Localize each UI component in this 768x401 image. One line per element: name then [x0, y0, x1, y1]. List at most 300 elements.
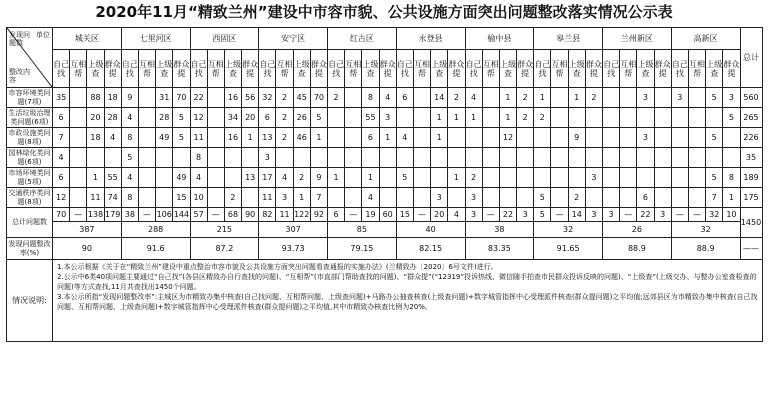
cell-value: [173, 148, 190, 168]
summary-cell: 32: [706, 208, 723, 222]
cell-value: [70, 128, 87, 148]
summary-cell: —: [207, 208, 224, 222]
cell-value: 74: [104, 188, 121, 208]
cell-value: [465, 148, 482, 168]
cell-value: [70, 108, 87, 128]
sub-col-header: 上级查: [224, 50, 241, 88]
cell-value: 7: [706, 188, 723, 208]
cell-value: [207, 188, 224, 208]
cell-value: [499, 148, 516, 168]
cell-value: 22: [190, 88, 207, 108]
cell-value: [671, 188, 688, 208]
cell-value: [328, 148, 345, 168]
public-notice-table: [6, 27, 763, 342]
cell-value: [156, 188, 173, 208]
summary-cell: 6: [328, 208, 345, 222]
cell-value: [448, 188, 465, 208]
cell-value: 34: [224, 108, 241, 128]
cell-value: [413, 128, 430, 148]
rate-value: 93.73: [259, 238, 328, 260]
summary-cell: 5: [534, 208, 551, 222]
cell-value: 6: [53, 168, 70, 188]
cell-value: [379, 168, 396, 188]
cell-value: [413, 108, 430, 128]
cell-value: 8: [723, 168, 740, 188]
cell-value: 1: [448, 168, 465, 188]
cell-value: [156, 168, 173, 188]
cell-value: 6: [53, 108, 70, 128]
cell-value: 31: [156, 88, 173, 108]
summary-cell: 38: [121, 208, 138, 222]
cell-value: [620, 148, 637, 168]
sub-col-header: 群众提: [448, 50, 465, 88]
sub-col-header: 互相帮: [482, 50, 499, 88]
cell-value: [534, 168, 551, 188]
unit-total: 288: [121, 222, 190, 238]
summary-cell: —: [138, 208, 155, 222]
cell-value: 18: [87, 128, 104, 148]
row-total: 35: [740, 148, 762, 168]
cell-value: 1: [328, 168, 345, 188]
sub-col-header: 群众提: [242, 50, 259, 88]
sub-col-header: 自己找: [465, 50, 482, 88]
rate-total: ——: [740, 238, 762, 260]
cell-value: [242, 188, 259, 208]
cell-value: 28: [156, 108, 173, 128]
cell-value: 5: [706, 88, 723, 108]
cell-value: [138, 168, 155, 188]
cell-value: 3: [379, 108, 396, 128]
cell-value: [620, 188, 637, 208]
row-total: 175: [740, 188, 762, 208]
row-total: 189: [740, 168, 762, 188]
cell-value: 12: [499, 128, 516, 148]
cell-value: 3: [723, 88, 740, 108]
cell-value: [603, 88, 620, 108]
unit-total: 32: [534, 222, 603, 238]
summary-cell: 179: [104, 208, 121, 222]
row-total: 560: [740, 88, 762, 108]
summary-cell: —: [70, 208, 87, 222]
cell-value: [207, 168, 224, 188]
sub-col-header: 上级查: [637, 50, 654, 88]
sub-col-header: 自己找: [534, 50, 551, 88]
cell-value: [688, 108, 705, 128]
cell-value: 16: [224, 88, 241, 108]
cell-value: [70, 88, 87, 108]
category-label: 市容环境类问题(7项): [8, 88, 51, 106]
cell-value: [603, 128, 620, 148]
cell-value: [482, 188, 499, 208]
cell-value: 8: [121, 128, 138, 148]
cell-value: 2: [276, 88, 293, 108]
cell-value: [551, 168, 568, 188]
unit-total: 38: [465, 222, 534, 238]
note-item: 3.本公示所指“发现问题整改率”:主城区为市精致办集中核查(自己找问题、互相帮问题、上级查问题)+马路办公抽查核查(上级查问题)+数字城管指挥中心受理派件核查(群众提问题)之平均值;远郊县区为市精致办集中核查(自己找问题、互相帮问题、上级查问题)+数字城管指挥中心受理派件核查(群众提问题)之平均值,其中市精致办核查比例为20%。: [57, 293, 758, 311]
unit-total: 85: [328, 222, 397, 238]
cell-value: [328, 128, 345, 148]
rate-value: 79.15: [328, 238, 397, 260]
cell-value: [654, 88, 671, 108]
cell-value: 4: [362, 188, 379, 208]
cell-value: 20: [87, 108, 104, 128]
cell-value: 2: [276, 108, 293, 128]
cell-value: 35: [53, 88, 70, 108]
summary-cell: 90: [242, 208, 259, 222]
report-title: 2020年11月“精致兰州”建设中市容市貌、公共设施方面突出问题整改落实情况公示表: [95, 3, 673, 21]
summary-cell: 82: [259, 208, 276, 222]
cell-value: [517, 168, 534, 188]
cell-value: 2: [534, 108, 551, 128]
sub-col-header: 自己找: [53, 50, 70, 88]
cell-value: 2: [568, 188, 585, 208]
summary-cell: 15: [396, 208, 413, 222]
cell-value: [156, 148, 173, 168]
cell-value: 1: [87, 168, 104, 188]
note-item: 2.公示中6类40项问题主要通过“自己找”(各县区精致办自行查找的问题)、“互相帮”(市直部门帮助查找的问题)、“群众提”(“12319”投诉热线、微信随手拍查市民群众投诉反映的问题)、“上级查”(上级交办、与整办公室查检查的问题)等方式查找,11月共查找出1450个问题。: [57, 273, 757, 291]
cell-value: 12: [53, 188, 70, 208]
cell-value: 8: [190, 148, 207, 168]
cell-value: 49: [156, 128, 173, 148]
cell-value: 4: [465, 88, 482, 108]
cell-value: 5: [534, 188, 551, 208]
cell-value: 14: [431, 88, 448, 108]
cell-value: 2: [293, 168, 310, 188]
rate-value: 88.9: [603, 238, 672, 260]
sub-col-header: 上级查: [87, 50, 104, 88]
sub-col-header: 自己找: [259, 50, 276, 88]
cell-value: 1: [293, 188, 310, 208]
cell-value: 55: [104, 168, 121, 188]
cell-value: [585, 148, 602, 168]
grand-total: 1450: [740, 208, 762, 238]
cell-value: 4: [396, 128, 413, 148]
summary-cell: 144: [173, 208, 190, 222]
cell-value: 5: [396, 168, 413, 188]
cell-value: 15: [173, 188, 190, 208]
cell-value: [224, 168, 241, 188]
cell-value: [723, 148, 740, 168]
cell-value: 12: [190, 108, 207, 128]
cell-value: [482, 148, 499, 168]
cell-value: 20: [242, 108, 259, 128]
sub-col-header: 群众提: [585, 50, 602, 88]
cell-value: 3: [276, 188, 293, 208]
cell-value: [87, 148, 104, 168]
cell-value: 9: [568, 128, 585, 148]
cell-value: [585, 108, 602, 128]
cell-value: [138, 108, 155, 128]
cell-value: [603, 148, 620, 168]
rate-value: 91.65: [534, 238, 603, 260]
cell-value: 4: [121, 168, 138, 188]
cell-value: [431, 148, 448, 168]
sub-col-header: 互相帮: [551, 50, 568, 88]
cell-value: 1: [379, 128, 396, 148]
cell-value: [448, 128, 465, 148]
cell-value: 1: [499, 88, 516, 108]
summary-cell: 10: [723, 208, 740, 222]
cell-value: [706, 108, 723, 128]
cell-value: 1: [448, 108, 465, 128]
unit-header: 红古区: [328, 28, 397, 50]
row-total: 226: [740, 128, 762, 148]
cell-value: [499, 188, 516, 208]
summary-cell: 57: [190, 208, 207, 222]
cell-value: 3: [671, 88, 688, 108]
unit-header: 榆中县: [465, 28, 534, 50]
cell-value: [637, 148, 654, 168]
unit-total: 307: [259, 222, 328, 238]
cell-value: 3: [637, 88, 654, 108]
summary-cell: 138: [87, 208, 104, 222]
cell-value: [345, 108, 362, 128]
category-label: 生活垃圾治理类问题(6项): [8, 108, 51, 126]
sub-col-header: 自己找: [190, 50, 207, 88]
category-label: 交通秩序类问题(8项): [8, 188, 51, 206]
corner-bottom: 整改内容: [9, 68, 30, 84]
summary-cell: 4: [448, 208, 465, 222]
notes-content: [53, 260, 763, 342]
cell-value: 2: [448, 88, 465, 108]
cell-value: [224, 148, 241, 168]
cell-value: 2: [517, 88, 534, 108]
sub-col-header: 上级查: [362, 50, 379, 88]
corner-top-left: 发现问题数: [9, 31, 30, 47]
summary-cell: 14: [568, 208, 585, 222]
summary-cell: 22: [637, 208, 654, 222]
cell-value: [585, 128, 602, 148]
cell-value: 46: [293, 128, 310, 148]
cell-value: [654, 108, 671, 128]
cell-value: 28: [104, 108, 121, 128]
cell-value: 2: [328, 88, 345, 108]
cell-value: [551, 88, 568, 108]
cell-value: [603, 108, 620, 128]
cell-value: [379, 148, 396, 168]
cell-value: [482, 88, 499, 108]
cell-value: [396, 108, 413, 128]
cell-value: 6: [396, 88, 413, 108]
cell-value: 9: [121, 88, 138, 108]
cell-value: [671, 128, 688, 148]
cell-value: 5: [121, 148, 138, 168]
cell-value: [654, 188, 671, 208]
summary-cell: 106: [156, 208, 173, 222]
summary-cell: 70: [53, 208, 70, 222]
cell-value: 1: [499, 108, 516, 128]
summary-cell: 19: [362, 208, 379, 222]
cell-value: 1: [362, 168, 379, 188]
summary-cell: —: [345, 208, 362, 222]
cell-value: [654, 128, 671, 148]
cell-value: 1: [431, 108, 448, 128]
rate-value: 88.9: [671, 238, 740, 260]
unit-header: 兰州新区: [603, 28, 672, 50]
cell-value: [242, 148, 259, 168]
cell-value: 8: [362, 88, 379, 108]
summary-cell: 68: [224, 208, 241, 222]
sub-col-header: 互相帮: [138, 50, 155, 88]
cell-value: [568, 148, 585, 168]
rate-value: 83.35: [465, 238, 534, 260]
cell-value: [104, 148, 121, 168]
summary-cell: —: [482, 208, 499, 222]
cell-value: [620, 168, 637, 188]
cell-value: [517, 128, 534, 148]
cell-value: 1: [568, 88, 585, 108]
cell-value: 88: [87, 88, 104, 108]
total-header: 总计: [740, 28, 762, 88]
corner-header: [7, 28, 53, 88]
cell-value: [654, 168, 671, 188]
summary-cell: 11: [276, 208, 293, 222]
cell-value: [448, 148, 465, 168]
cell-value: 2: [465, 168, 482, 188]
cell-value: [517, 188, 534, 208]
cell-value: 3: [585, 168, 602, 188]
unit-header: 城关区: [53, 28, 122, 50]
cell-value: [671, 148, 688, 168]
unit-total: 26: [603, 222, 672, 238]
cell-value: 8: [121, 188, 138, 208]
cell-value: [328, 188, 345, 208]
sub-col-header: 互相帮: [688, 50, 705, 88]
cell-value: 7: [310, 188, 327, 208]
cell-value: 18: [104, 88, 121, 108]
cell-value: [207, 88, 224, 108]
cell-value: [706, 148, 723, 168]
unit-header: 永登县: [396, 28, 465, 50]
cell-value: [637, 108, 654, 128]
cell-value: 1: [465, 108, 482, 128]
unit-header: 高新区: [671, 28, 740, 50]
summary-cell: 3: [603, 208, 620, 222]
sub-col-header: 上级查: [431, 50, 448, 88]
cell-value: 1: [723, 188, 740, 208]
cell-value: 11: [87, 188, 104, 208]
cell-value: [207, 148, 224, 168]
cell-value: [345, 88, 362, 108]
cell-value: [431, 168, 448, 188]
summary-cell: 20: [431, 208, 448, 222]
cell-value: 1: [431, 128, 448, 148]
cell-value: [207, 128, 224, 148]
sub-col-header: 上级查: [293, 50, 310, 88]
cell-value: [345, 148, 362, 168]
sub-col-header: 自己找: [328, 50, 345, 88]
cell-value: [671, 168, 688, 188]
cell-value: [413, 88, 430, 108]
sub-col-header: 互相帮: [620, 50, 637, 88]
cell-value: [534, 148, 551, 168]
sub-col-header: 自己找: [121, 50, 138, 88]
cell-value: [70, 148, 87, 168]
rate-label: 发现问题整改率(%): [7, 238, 53, 260]
cell-value: 1: [242, 128, 259, 148]
cell-value: [293, 148, 310, 168]
sub-col-header: 自己找: [603, 50, 620, 88]
unit-total: 40: [396, 222, 465, 238]
cell-value: 2: [517, 108, 534, 128]
cell-value: 4: [121, 108, 138, 128]
cell-value: 6: [362, 128, 379, 148]
rate-value: 87.2: [190, 238, 259, 260]
sub-col-header: 群众提: [310, 50, 327, 88]
cell-value: [413, 168, 430, 188]
cell-value: 11: [190, 128, 207, 148]
cell-value: [517, 148, 534, 168]
category-label: 市政设施类问题(8项): [8, 128, 51, 146]
cell-value: [276, 148, 293, 168]
cell-value: 5: [723, 108, 740, 128]
cell-value: 70: [310, 88, 327, 108]
cell-value: [345, 168, 362, 188]
cell-value: 26: [293, 108, 310, 128]
cell-value: [568, 108, 585, 128]
cell-value: [568, 168, 585, 188]
cell-value: [688, 188, 705, 208]
cell-value: 11: [259, 188, 276, 208]
cell-value: [345, 128, 362, 148]
cell-value: [620, 108, 637, 128]
cell-value: 3: [637, 128, 654, 148]
unit-header: 七里河区: [121, 28, 190, 50]
unit-header: 皋兰县: [534, 28, 603, 50]
summary-cell: 3: [517, 208, 534, 222]
cell-value: 32: [259, 88, 276, 108]
sub-col-header: 群众提: [104, 50, 121, 88]
summary-cell: —: [413, 208, 430, 222]
summary-cell: 3: [465, 208, 482, 222]
cell-value: [138, 128, 155, 148]
cell-value: 4: [104, 128, 121, 148]
cell-value: 9: [310, 168, 327, 188]
cell-value: [328, 108, 345, 128]
cell-value: [620, 128, 637, 148]
cell-value: [723, 128, 740, 148]
cell-value: [207, 108, 224, 128]
cell-value: [310, 148, 327, 168]
sub-col-header: 上级查: [706, 50, 723, 88]
cell-value: [603, 168, 620, 188]
sub-col-header: 群众提: [654, 50, 671, 88]
cell-value: 13: [242, 168, 259, 188]
cell-value: [138, 188, 155, 208]
cell-value: [413, 188, 430, 208]
corner-top-right: 单位: [36, 31, 50, 39]
row-total: 265: [740, 108, 762, 128]
cell-value: [482, 168, 499, 188]
cell-value: 55: [362, 108, 379, 128]
cell-value: [551, 128, 568, 148]
summary-cell: 60: [379, 208, 396, 222]
cell-value: [482, 108, 499, 128]
cell-value: 4: [276, 168, 293, 188]
cell-value: 49: [173, 168, 190, 188]
summary-cell: 3: [654, 208, 671, 222]
notes-label: 情况说明:: [7, 260, 53, 342]
note-item: 1.本公示根据《关于在“精致兰州”建设中重点整治市容市貌及公共设施方面突出问题看查通报的实施办法》(兰精致办〔2020〕6号文件)进行。: [57, 263, 498, 271]
summary-cell: —: [620, 208, 637, 222]
cell-value: [688, 168, 705, 188]
sub-col-header: 群众提: [173, 50, 190, 88]
cell-value: [688, 148, 705, 168]
cell-value: [138, 148, 155, 168]
sub-col-header: 上级查: [499, 50, 516, 88]
cell-value: 5: [173, 108, 190, 128]
unit-total: 215: [190, 222, 259, 238]
